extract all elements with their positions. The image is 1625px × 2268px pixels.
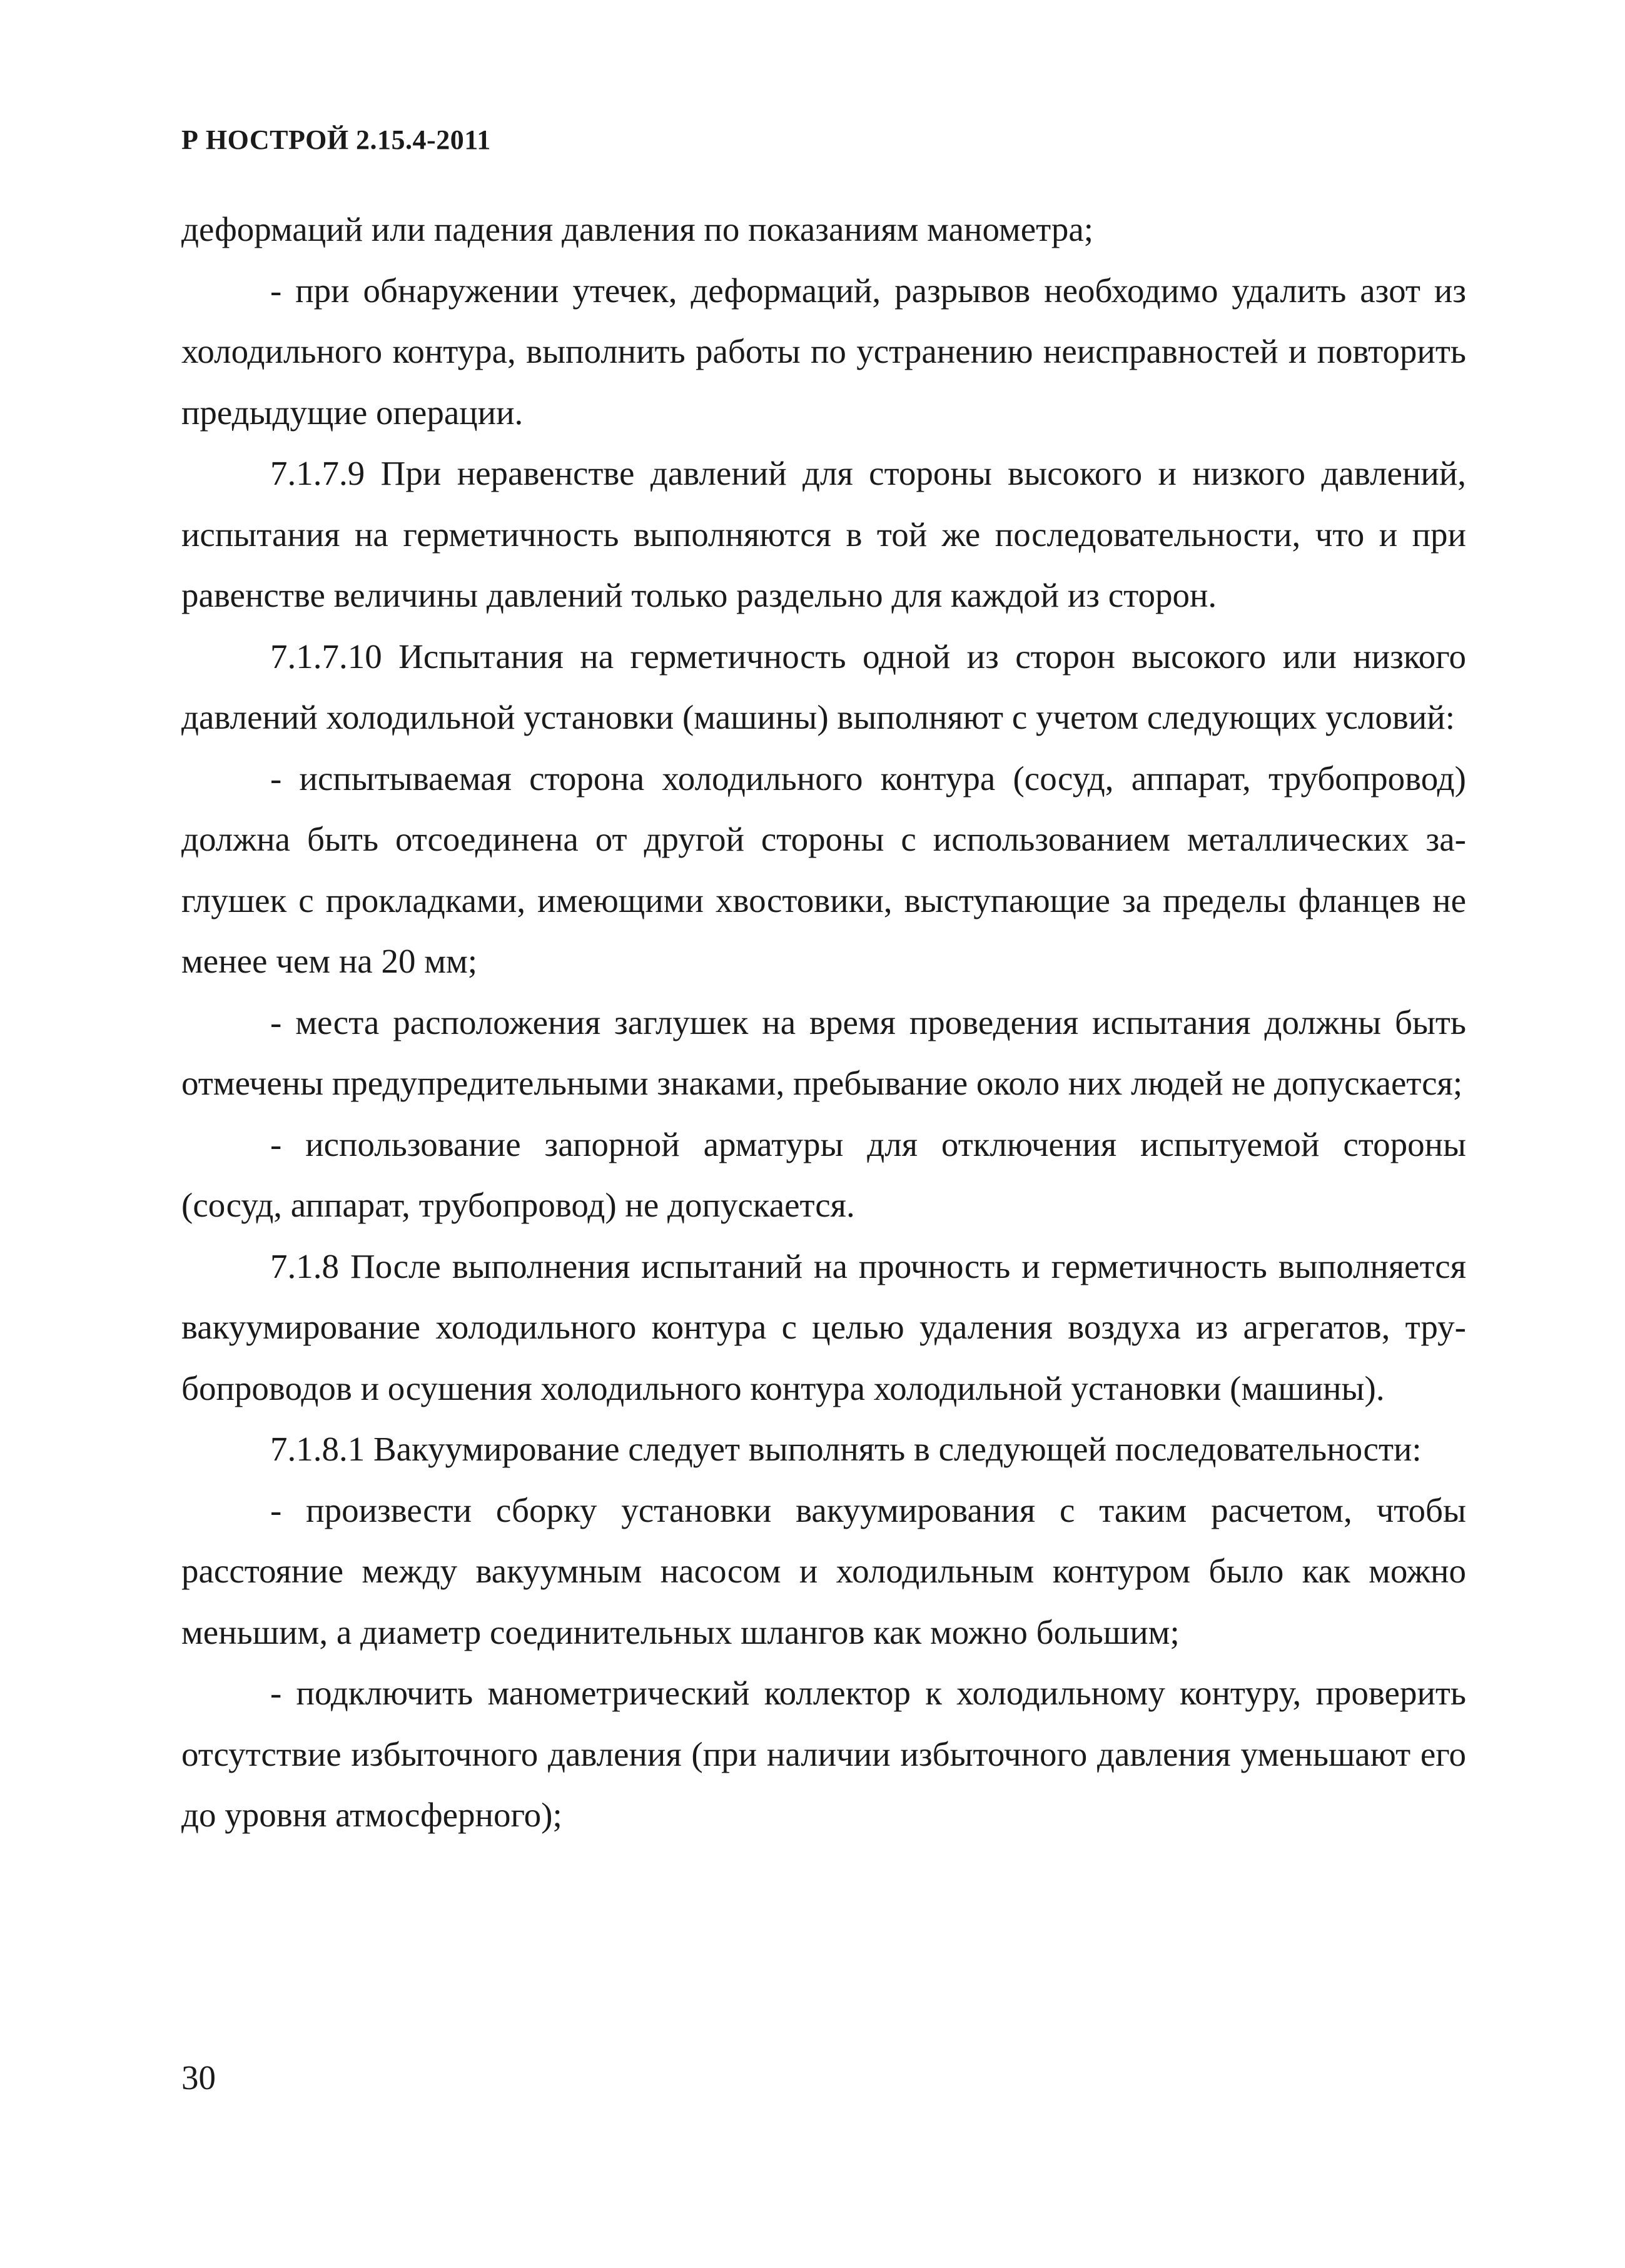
paragraph: - места расположения заглушек на время проведения испытания должны быть отмечены предупредительными знаками, пребывание около них людей не допускается; — [181, 1003, 1466, 1102]
paragraph: 7.1.8 После выполнения испытаний на прочность и герметичность выполняется вакуумирование холодильного контура с целью удаления воздуха из агрегатов, трубопроводов и осушения холодильного контура холодильной установки (машины). — [181, 1247, 1466, 1407]
paragraph: - при обнаружении утечек, деформаций, разрывов необходимо удалить азот из холодильного контура, выполнить работы по устранению неисправностей и повторить предыдущие операции. — [181, 271, 1466, 432]
document-header: Р НОСТРОЙ 2.15.4-2011 — [181, 124, 491, 155]
paragraph: - испытываемая сторона холодильного контура (сосуд, аппарат, трубопровод) должна быть отсоединена от другой стороны с использованием металлических заглушек с прокладками, имеющими хвостовики, выступающие за пределы фланцев не менее чем на 20 мм; — [181, 759, 1466, 980]
paragraph: деформаций или падения давления по показаниям манометра; — [181, 210, 1094, 248]
document-body — [181, 199, 1466, 1846]
paragraph: - произвести сборку установки вакуумирования с таким расчетом, чтобы расстояние между вакуумным насосом и холодильным контуром было как можно меньшим, а диаметр соединительных шлангов как можно большим; — [181, 1491, 1466, 1651]
paragraph: - использование запорной арматуры для отключения испытуемой стороны (сосуд, аппарат, трубопровод) не допускается. — [181, 1125, 1466, 1224]
paragraph: 7.1.8.1 Вакуумирование следует выполнять в следующей последовательности: — [270, 1430, 1422, 1468]
paragraph: - подключить манометрический коллектор к холодильному контуру, проверить отсутствие избыточного давления (при наличии избыточного давления уменьшают его до уровня атмосферного); — [181, 1674, 1466, 1834]
page-number: 30 — [181, 2058, 216, 2097]
paragraph: 7.1.7.10 Испытания на герметичность одной из сторон высокого или низкого давлений холодильной установки (машины) выполняют с учетом следующих условий: — [181, 637, 1466, 736]
paragraph: 7.1.7.9 При неравенстве давлений для стороны высокого и низкого давлений, испытания на герметичность выполняются в той же последовательности, что и при равенстве величины давлений только раздельно для каждой из сторон. — [181, 454, 1466, 614]
